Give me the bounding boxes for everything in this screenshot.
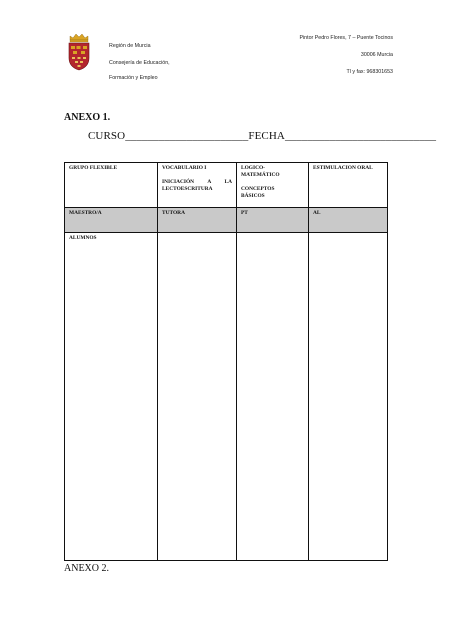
table-row <box>65 233 388 561</box>
table-cell-empty[interactable] <box>309 233 388 561</box>
curso-fecha-line <box>88 130 436 142</box>
curso-blank: ______________________ <box>125 130 249 142</box>
annex2-title: ANEXO 2. <box>64 563 109 574</box>
institution-line-ministry: Consejería de Educación, <box>109 60 170 66</box>
address-phone-fax: Tl y fax: 968301653 <box>346 69 393 75</box>
table-cell-estimulacion-oral: ESTIMULACION ORAL <box>309 163 388 208</box>
table-cell-empty[interactable] <box>158 233 237 561</box>
region-coat-of-arms-icon <box>66 31 92 71</box>
table-cell-pt: PT <box>237 208 309 233</box>
address-street: Pintor Pedro Flores, 7 – Puente Tocinos <box>299 35 393 41</box>
table-cell-tutora: TUTORA <box>158 208 237 233</box>
table-row <box>65 163 388 208</box>
table-cell-al: AL <box>309 208 388 233</box>
curso-label: CURSO <box>88 130 126 142</box>
table-cell-vocabulario: VOCABULARIO I INICIACIÓN A LA LECTOESCRITURA <box>158 163 237 208</box>
institution-line-training: Formación y Empleo <box>109 75 158 81</box>
address-postal: 30006 Murcia <box>360 52 393 58</box>
table-row <box>65 208 388 233</box>
fecha-blank: ___________________________ <box>284 130 437 142</box>
institution-line-region: Región de Murcia <box>109 43 151 49</box>
table-cell-maestro: MAESTRO/A <box>65 208 158 233</box>
fecha-label: FECHA <box>248 130 285 142</box>
table-cell-logico-matematico: LOGICO- MATEMÁTICO CONCEPTOS BÁSICOS <box>237 163 309 208</box>
table-cell-grupo-flexible: GRUPO FLEXIBLE <box>65 163 158 208</box>
table-cell-alumnos[interactable]: ALUMNOS <box>65 233 158 561</box>
annex1-title: ANEXO 1. <box>64 112 111 123</box>
group-table <box>64 162 388 561</box>
table-cell-empty[interactable] <box>237 233 309 561</box>
